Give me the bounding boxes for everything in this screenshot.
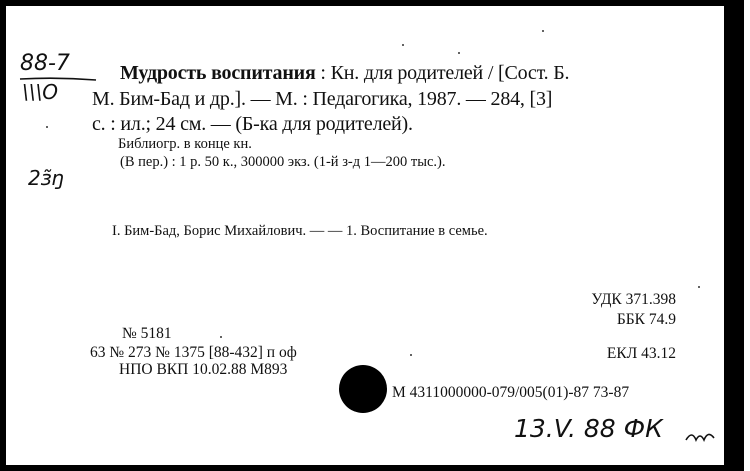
tracings: I. Бим-Бад, Борис Михайлович. — — 1. Воспитание в семье. <box>112 223 488 239</box>
entry-line-1-rest: : Кн. для родителей / [Сост. Б. <box>320 62 570 84</box>
price-note: (В пер.) : 1 р. 50 к., 300000 экз. (1-й з-д 1—200 тыс.). <box>120 154 446 170</box>
npo-line: НПО ВКП 10.02.88 М893 <box>119 361 288 378</box>
speck <box>458 52 460 54</box>
m-code: М 4311000000-079/005(01)-87 73-87 <box>392 384 630 401</box>
shelfmark-bottom: \\\O <box>22 80 58 104</box>
entry-line-2: М. Бим-Бад и др.]. — М. : Педагогика, 1987. — 284, [3] <box>92 88 553 110</box>
speck <box>220 336 222 338</box>
speck <box>698 286 700 288</box>
speck <box>542 30 544 32</box>
ekl-code: ЕКЛ 43.12 <box>606 345 676 362</box>
entry-line-3: с. : ил.; 24 см. — (Б-ка для родителей). <box>92 113 413 135</box>
book-title: Мудрость воспитания <box>120 62 316 84</box>
record-number: № 5181 <box>122 325 172 342</box>
punch-hole <box>339 365 387 413</box>
bibliography-note: Библиогр. в конце кн. <box>118 136 252 152</box>
speck <box>46 126 48 128</box>
card-right-edge <box>744 0 750 471</box>
handwritten-initials <box>684 426 720 448</box>
udk-code: УДК 371.398 <box>591 291 676 308</box>
shelfmark-top: 88-7 <box>20 51 70 76</box>
speck <box>402 44 404 46</box>
shelfmark-annotation: 2ɜ̃ŋ <box>28 166 65 190</box>
speck <box>410 354 412 356</box>
handwritten-date: 13.V. 88 ФК <box>514 414 663 443</box>
order-number: 63 № 273 № 1375 [88-432] п оф <box>90 344 297 361</box>
bbk-code: ББК 74.9 <box>616 311 676 328</box>
catalog-card <box>6 6 724 465</box>
entry-line-1 <box>120 62 569 85</box>
